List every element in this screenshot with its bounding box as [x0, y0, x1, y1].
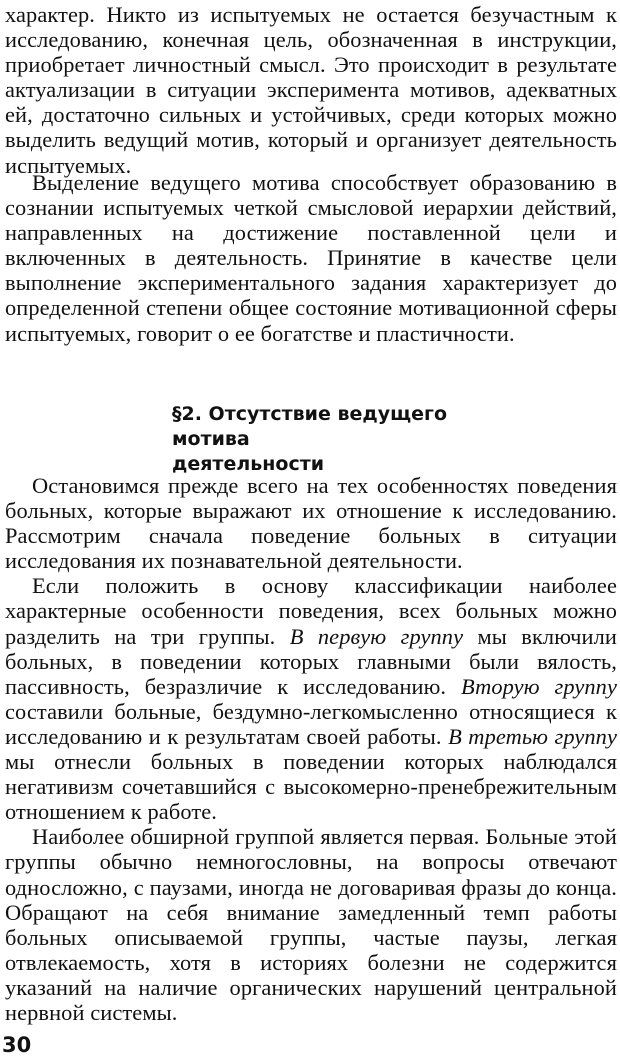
- emphasis-second-group: Вторую группу: [461, 673, 617, 699]
- section-body: [5, 473, 617, 1025]
- page-number: 30: [2, 1033, 32, 1057]
- text-run: мы включили больных, в поведении которых главными были вялость, пассивность, безразличие к исследованию.: [5, 623, 617, 699]
- paragraph-text: Выделение ведущего мотива способствует образованию в сознании испытуемых четкой смысловой иерархии действий, направленных на достижение поставленной цели и включенных в деятельность. Принятие в качестве цели выполнение экспериментального задания характеризует до определенной степени общее состояние мотивационной сферы испытуемых, говорит о ее богатстве и пластичности.: [5, 170, 617, 346]
- paragraph-leading-motive: [5, 170, 617, 346]
- section-heading-line-1: §2. Отсутствие ведущего мотива: [172, 403, 447, 450]
- text-run: мы отнесли больных в поведении которых наблюдался негативизм сочетавшийся с высокомерно-пренебрежительным отношением к работе.: [5, 749, 617, 825]
- paragraph-text: характер. Никто из испытуемых не остается безучастным к исследованию, конечная цель, обозначенная в инструкции, приобретает личностный смысл. Это происходит в результате актуализации в ситуации эксперимента мотивов, адекватных ей, достаточно сильных и устойчивых, среди которых можно выделить ведущий мотив, который и организует деятельность испытуемых.: [5, 2, 617, 178]
- paragraph-first-group-details: Наиболее обширной группой является первая. Больные этой группы обычно немногословны, на вопросы отвечают односложно, с паузами, иногда не договаривая фразы до конца. Обращают на себя внимание замедленный темп работы больных описываемой группы, частые паузы, легкая отвлекаемость, хотя в историях болезни не содержится указаний на наличие органических нарушений центральной нервной системы.: [5, 824, 617, 1025]
- paragraph-intro: [5, 2, 617, 178]
- section-heading-line-2: деятельности: [172, 453, 325, 475]
- paragraph-groups: [5, 573, 617, 824]
- emphasis-third-group: В третью группу: [448, 723, 617, 749]
- paragraph-behavior: Остановимся прежде всего на тех особенностях поведения больных, которые выражают их отношение к исследованию. Рассмотрим сначала поведение больных в ситуации исследования их познавательной деятельности.: [5, 473, 617, 574]
- emphasis-first-group: В первую группу: [289, 623, 464, 649]
- section-heading: [172, 402, 472, 477]
- text-run: Если положить в основу классификации наиболее характерные особенности поведения, всех больных можно разделить на три группы.: [5, 573, 617, 649]
- text-run: составили больные, бездумно-легкомысленно относящиеся к исследованию и к результатам своей работы.: [5, 698, 617, 749]
